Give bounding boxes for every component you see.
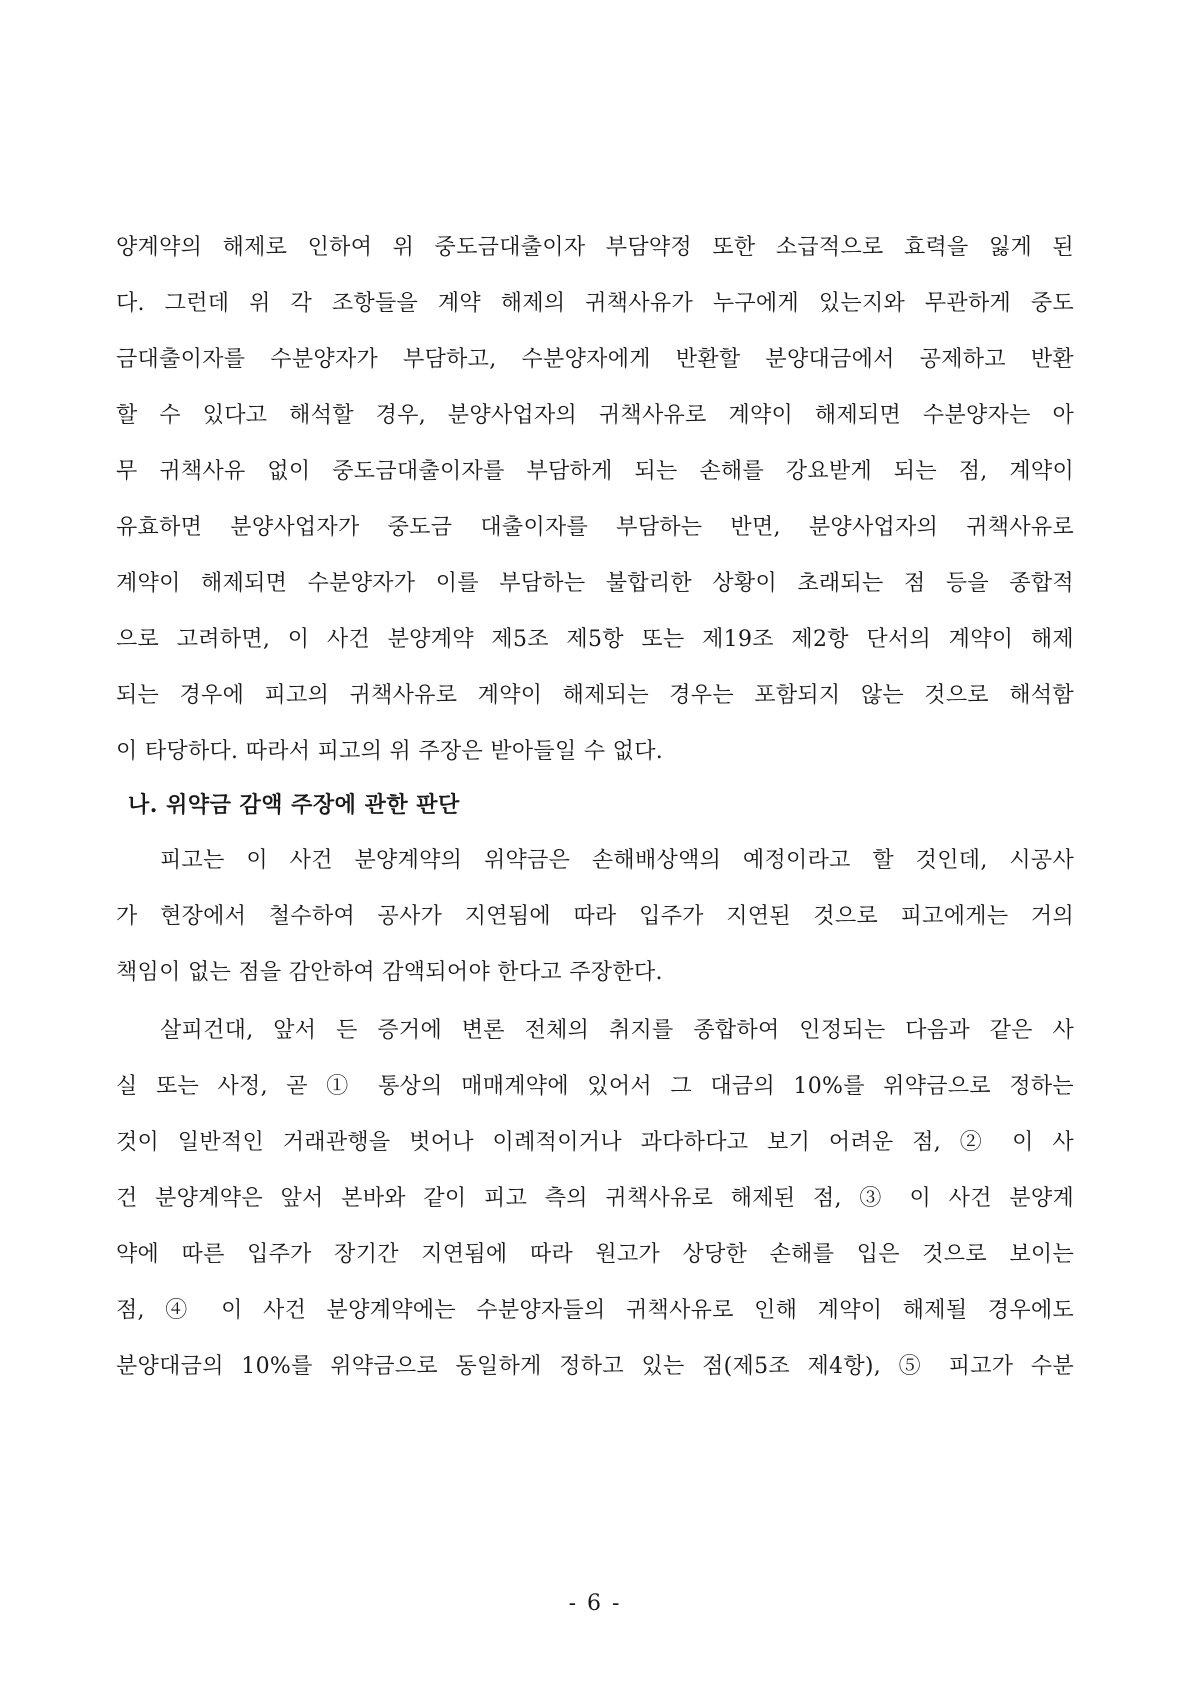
text-line: 건 분양계약은 앞서 본바와 같이 피고 측의 귀책사유로 해제된 점, ③ 이 사건 분양계 <box>116 1186 1074 1211</box>
text-line: 실 또는 사정, 곧 ① 통상의 매매계약에 있어서 그 대금의 10%를 위약금으로 정하는 <box>116 1074 1074 1099</box>
text-line: 되는 경우에 피고의 귀책사유로 계약이 해제되는 경우는 포함되지 않는 것으로 해석함 <box>116 683 1074 708</box>
text-line: 할 수 있다고 해석할 경우, 분양사업자의 귀책사유로 계약이 해제되면 수분양자는 아 <box>116 403 1074 428</box>
text-line: 다. 그런데 위 각 조항들을 계약 해제의 귀책사유가 누구에게 있는지와 무관하게 중도 <box>116 291 1074 316</box>
text-line: 가 현장에서 철수하여 공사가 지연됨에 따라 입주가 지연된 것으로 피고에게는 거의 <box>116 904 1074 929</box>
text-line: 계약이 해제되면 수분양자가 이를 부담하는 불합리한 상황이 초래되는 점 등을 종합적 <box>116 571 1074 596</box>
text-line: 분양대금의 10%를 위약금으로 동일하게 정하고 있는 점(제5조 제4항), ⑤ 피고가 수분 <box>116 1354 1074 1379</box>
text-line: 살피건대, 앞서 든 증거에 변론 전체의 취지를 종합하여 인정되는 다음과 같은 사 <box>160 1018 1074 1043</box>
text-line: 피고는 이 사건 분양계약의 위약금은 손해배상액의 예정이라고 할 것인데, 시공사 <box>160 848 1074 873</box>
text-line: 무 귀책사유 없이 중도금대출이자를 부담하게 되는 손해를 강요받게 되는 점, 계약이 <box>116 459 1074 484</box>
text-line: 유효하면 분양사업자가 중도금 대출이자를 부담하는 반면, 분양사업자의 귀책사유로 <box>116 515 1074 540</box>
page-number: - 6 - <box>568 1591 622 1616</box>
text-line: 약에 따른 입주가 장기간 지연됨에 따라 원고가 상당한 손해를 입은 것으로 보이는 <box>116 1242 1074 1267</box>
text-line: 양계약의 해제로 인하여 위 중도금대출이자 부담약정 또한 소급적으로 효력을 잃게 된 <box>116 235 1074 260</box>
text-line: 것이 일반적인 거래관행을 벗어나 이례적이거나 과다하다고 보기 어려운 점, ② 이 사 <box>116 1130 1074 1155</box>
text-line: 금대출이자를 수분양자가 부담하고, 수분양자에게 반환할 분양대금에서 공제하고 반환 <box>116 347 1074 372</box>
section-heading: 나. 위약금 감액 주장에 관한 판단 <box>128 792 460 818</box>
text-line: 으로 고려하면, 이 사건 분양계약 제5조 제5항 또는 제19조 제2항 단서의 계약이 해제 <box>116 627 1074 652</box>
text-line: 책임이 없는 점을 감안하여 감액되어야 한다고 주장한다. <box>116 960 663 985</box>
text-line: 점, ④ 이 사건 분양계약에는 수분양자들의 귀책사유로 인해 계약이 해제될 경우에도 <box>116 1298 1074 1323</box>
text-line: 이 타당하다. 따라서 피고의 위 주장은 받아들일 수 없다. <box>116 739 664 764</box>
